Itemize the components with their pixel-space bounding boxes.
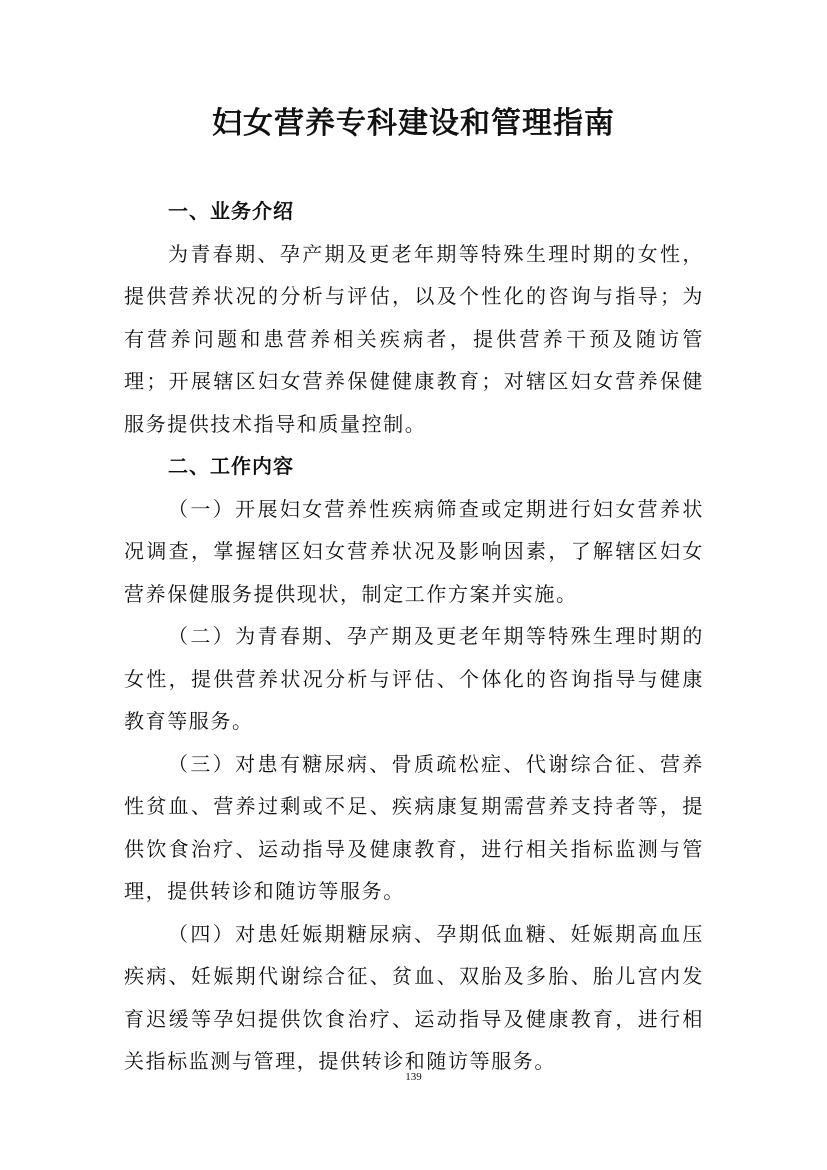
section-heading-business-intro: 一、业务介绍 bbox=[168, 199, 294, 223]
paragraph-work-item-1: （一）开展妇女营养性疾病筛查或定期进行妇女营养状况调查，掌握辖区妇女营养状况及影响因素，了解辖区妇女营养保健服务提供现状，制定工作方案并实施。 bbox=[124, 496, 704, 606]
paragraph-work-item-3: （三）对患有糖尿病、骨质疏松症、代谢综合征、营养性贫血、营养过剩或不足、疾病康复期需营养支持者等，提供饮食治疗、运动指导及健康教育，进行相关指标监测与管理，提供转诊和随访等服务。 bbox=[124, 751, 704, 903]
paragraph-work-item-4: （四）对患妊娠期糖尿病、孕期低血糖、妊娠期高血压疾病、妊娠期代谢综合征、贫血、双胎及多胎、胎儿宫内发育迟缓等孕妇提供饮食治疗、运动指导及健康教育，进行相关指标监测与管理，提供转诊和随访等服务。 bbox=[124, 921, 704, 1073]
page-title: 妇女营养专科建设和管理指南 bbox=[212, 106, 615, 141]
page-number: 139 bbox=[405, 1071, 422, 1083]
section-heading-work-content: 二、工作内容 bbox=[168, 454, 294, 478]
paragraph-work-item-2: （二）为青春期、孕产期及更老年期等特殊生理时期的女性，提供营养状况分析与评估、个体化的咨询指导与健康教育等服务。 bbox=[124, 624, 704, 733]
paragraph-business-intro: 为青春期、孕产期及更老年期等特殊生理时期的女性，提供营养状况的分析与评估，以及个性化的咨询与指导；为有营养问题和患营养相关疾病者，提供营养干预及随访管理；开展辖区妇女营养保健健康教育；对辖区妇女营养保健服务提供技术指导和质量控制。 bbox=[124, 241, 704, 436]
document-body bbox=[124, 190, 704, 1083]
